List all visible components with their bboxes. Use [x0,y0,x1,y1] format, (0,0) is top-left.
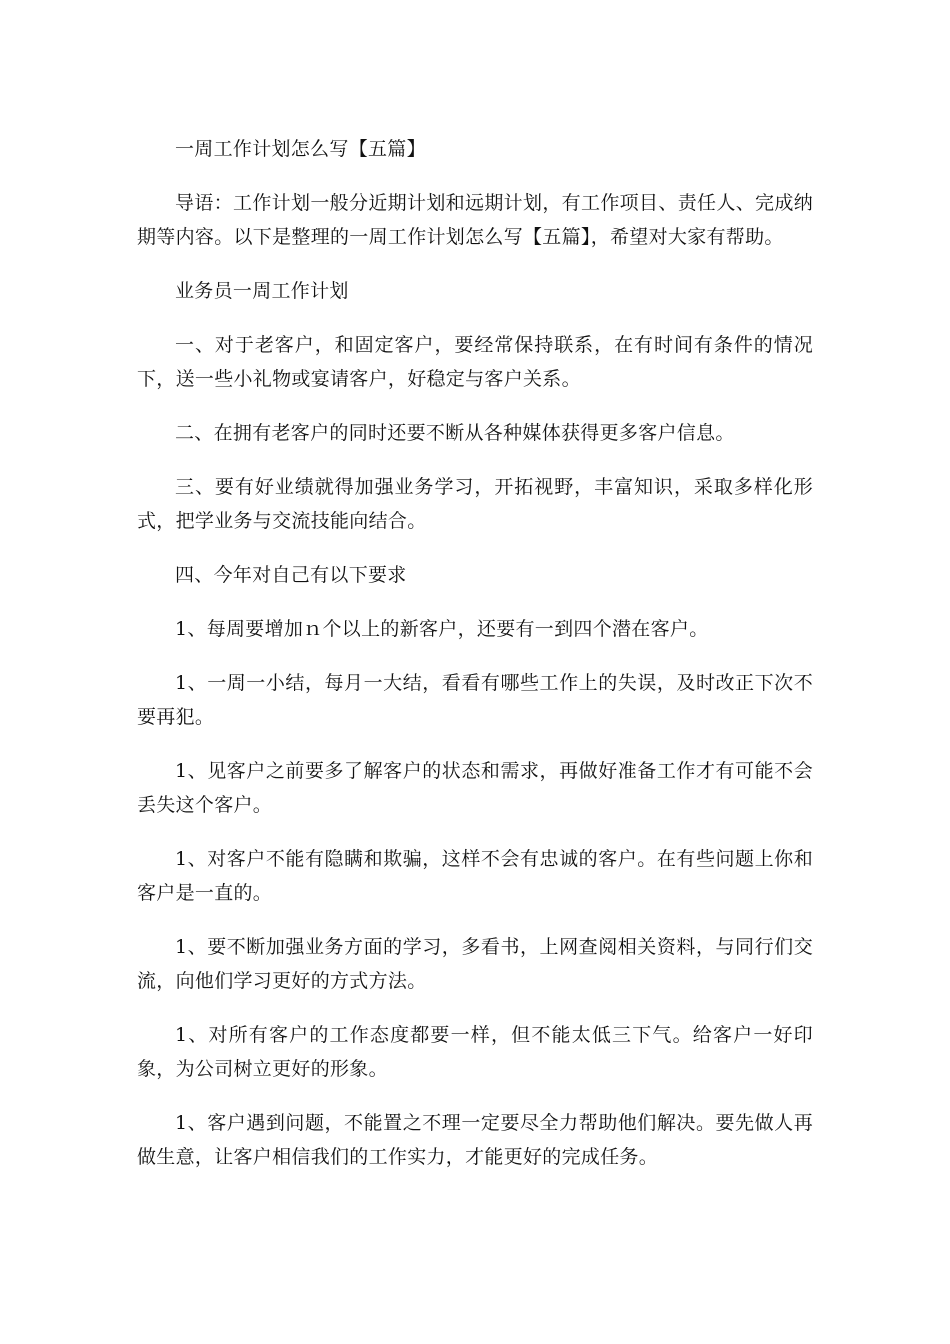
list-item: 一、对于老客户，和固定客户，要经常保持联系，在有时间有条件的情况下，送一些小礼物或宴请客户，好稳定与客户关系。 [137,334,813,390]
list-item: 四、今年对自己有以下要求 [175,564,407,586]
document-title: 一周工作计划怎么写【五篇】 [175,138,426,160]
list-item: 1、每周要增加ｎ个以上的新客户，还要有一到四个潜在客户。 [175,618,709,640]
list-item: 1、对所有客户的工作态度都要一样，但不能太低三下气。给客户一好印象，为公司树立更好的形象。 [137,1024,813,1080]
section-heading: 业务员一周工作计划 [175,280,349,302]
list-item: 1、对客户不能有隐瞒和欺骗，这样不会有忠诚的客户。在有些问题上你和客户是一直的。 [137,848,813,904]
list-item: 1、要不断加强业务方面的学习，多看书，上网查阅相关资料，与同行们交流，向他们学习更好的方式方法。 [137,936,813,992]
list-item: 1、一周一小结，每月一大结，看看有哪些工作上的失误，及时改正下次不要再犯。 [137,672,813,728]
intro-paragraph: 导语：工作计划一般分近期计划和远期计划，有工作项目、责任人、完成纳期等内容。以下是整理的一周工作计划怎么写【五篇】，希望对大家有帮助。 [137,192,813,248]
list-item: 二、在拥有老客户的同时还要不断从各种媒体获得更多客户信息。 [175,422,735,444]
document-body [137,132,813,1194]
list-item: 三、要有好业绩就得加强业务学习，开拓视野，丰富知识，采取多样化形式，把学业务与交流技能向结合。 [137,476,813,532]
list-item: 1、客户遇到问题，不能置之不理一定要尽全力帮助他们解决。要先做人再做生意，让客户相信我们的工作实力，才能更好的完成任务。 [137,1112,813,1168]
list-item: 1、见客户之前要多了解客户的状态和需求，再做好准备工作才有可能不会丢失这个客户。 [137,760,813,816]
